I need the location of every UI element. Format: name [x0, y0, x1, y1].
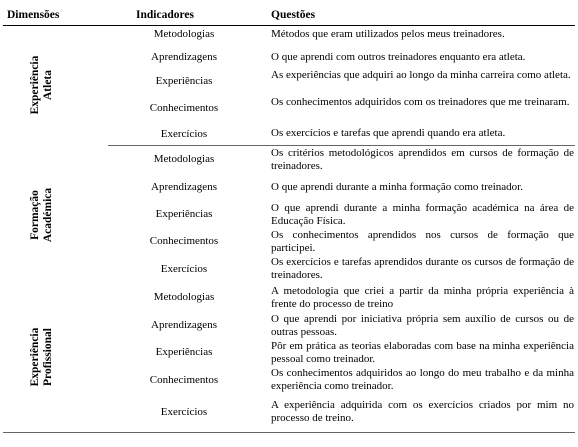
dimension-line: Profissional [42, 328, 54, 386]
header-questions: Questões [271, 9, 316, 21]
dimension-line: Formação [29, 190, 41, 240]
indicator-cell: Exercícios [160, 406, 208, 418]
question-cell: Os conhecimentos adquiridos ao longo do meu trabalho e da minha experiência como treinador. [271, 367, 574, 392]
indicator-cell: Experiências [155, 208, 213, 220]
indicator-cell: Experiências [155, 346, 213, 358]
question-cell: O que aprendi durante a minha formação como treinador. [271, 181, 523, 193]
indicator-cell: Metodologias [153, 153, 215, 165]
dimension-line: Experiência [29, 327, 41, 387]
dimension-label [29, 328, 55, 387]
group-divider [108, 145, 575, 146]
question-cell: O que aprendi por iniciativa própria sem auxílio de cursos ou de outras pessoas. [271, 313, 574, 338]
indicator-cell: Exercícios [160, 128, 208, 140]
question-cell: Métodos que eram utilizados pelos meus treinadores. [271, 28, 505, 40]
indicator-cell: Metodologias [153, 28, 215, 40]
question-cell: Os critérios metodológicos aprendidos em cursos de formação de treinadores. [271, 147, 574, 172]
indicator-cell: Aprendizagens [151, 51, 217, 63]
header-dimensions: Dimensões [7, 9, 60, 21]
question-cell: Pôr em prática as teorias elaboradas com base na minha experiência pessoal como treinador. [271, 340, 574, 365]
indicator-cell: Exercícios [160, 263, 208, 275]
question-cell: Os exercícios e tarefas aprendidos durante os cursos de formação de treinadores. [271, 256, 574, 281]
header-rule [3, 25, 575, 26]
indicator-cell: Experiências [155, 75, 213, 87]
indicator-cell: Conhecimentos [149, 235, 219, 247]
dimension-label [29, 188, 55, 242]
indicator-cell: Metodologias [153, 291, 215, 303]
question-cell: A metodologia que criei a partir da minha própria experiência à frente do processo de treino [271, 285, 574, 310]
header-indicators: Indicadores [136, 9, 194, 21]
question-cell: A experiência adquirida com os exercícios criados por mim no processo de treino. [271, 399, 574, 424]
dimension-line: Atleta [42, 70, 54, 101]
question-cell: Os conhecimentos adquiridos com os treinadores que me treinaram. [271, 96, 570, 108]
dimension-line: Académica [42, 187, 54, 243]
dimension-label [29, 56, 55, 115]
question-cell: O que aprendi durante a minha formação académica na área de Educação Física. [271, 202, 574, 227]
bottom-rule [3, 432, 575, 433]
indicator-cell: Conhecimentos [149, 374, 219, 386]
question-cell: O que aprendi com outros treinadores enquanto era atleta. [271, 51, 526, 63]
indicator-cell: Aprendizagens [151, 319, 217, 331]
question-cell: As experiências que adquiri ao longo da minha carreira como atleta. [271, 69, 571, 81]
question-cell: Os conhecimentos aprendidos nos cursos de formação que participei. [271, 229, 574, 254]
question-cell: Os exercícios e tarefas que aprendi quando era atleta. [271, 127, 506, 139]
indicator-cell: Aprendizagens [151, 181, 217, 193]
indicator-cell: Conhecimentos [149, 102, 219, 114]
dimension-line: Experiência [29, 55, 41, 115]
